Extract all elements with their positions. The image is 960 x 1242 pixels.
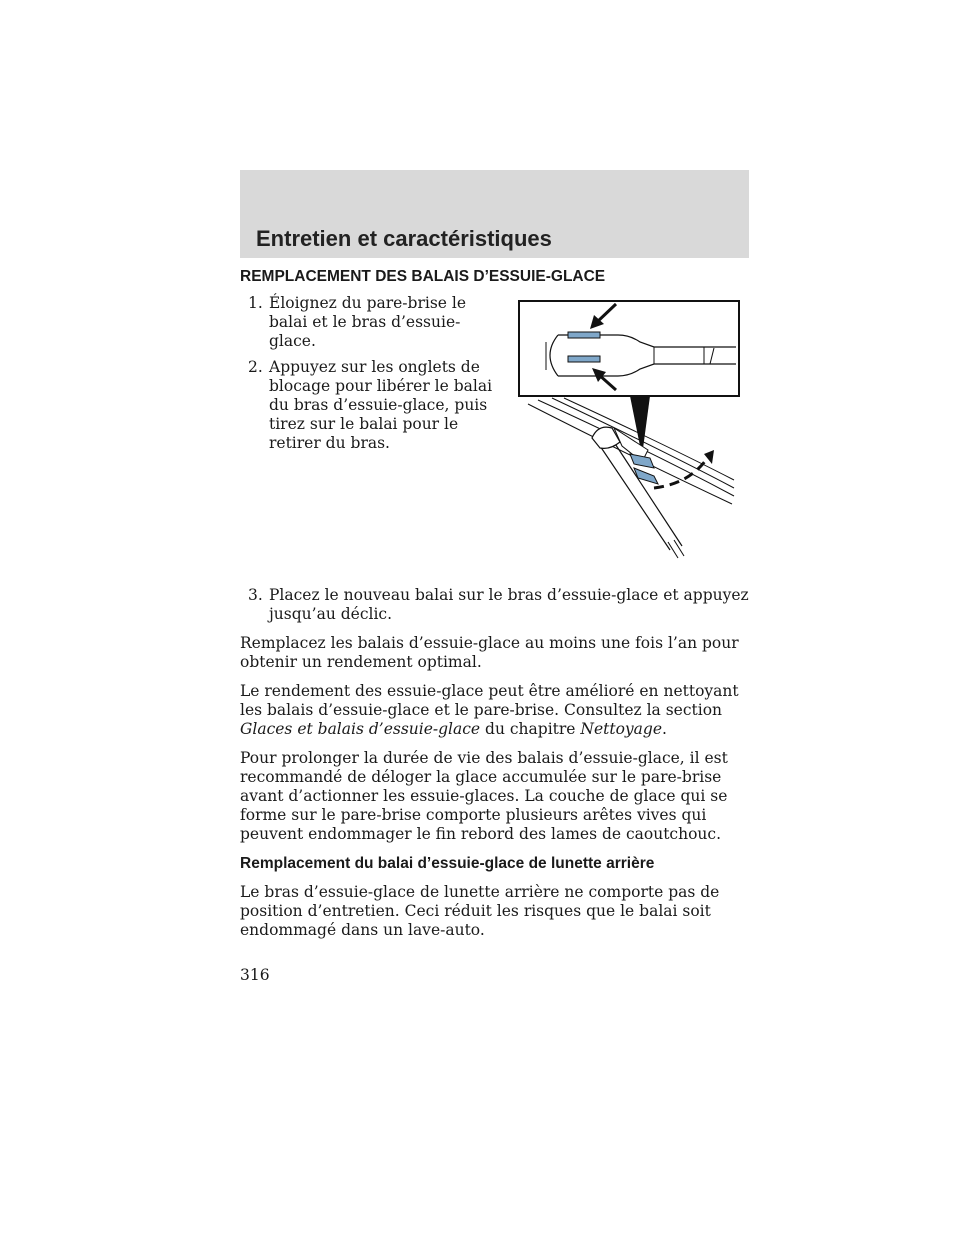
step-text: Éloignez du pare-brise le balai et le bras d’essuie-glace. [269, 294, 467, 350]
paragraph: Remplacez les balais d’essuie-glace au moins une fois l’an pour obtenir un rendement optimal. [240, 634, 739, 671]
paragraph: Pour prolonger la durée de vie des balais d’essuie-glace, il est recommandé de déloger la glace accumulée sur le pare-brise avant d’actionner les essuie-glaces. La couche de glace qui se forme sur le pare-brise comporte plusieurs arêtes vives qui peuvent endommager le fin rebord des lames de caoutchouc. [240, 749, 728, 843]
cross-reference-section: Glaces et balais d’essuie-glace [240, 720, 481, 738]
wiper-blade-illustration [518, 300, 740, 560]
paragraph-cleaning: Le rendement des essuie-glace peut être amélioré en nettoyant les balais d’essuie-glace et le pare-brise. Consultez la section Glaces et balais d’essuie-glace du chapitre Nettoyage. [240, 682, 739, 738]
paragraph: Le bras d’essuie-glace de lunette arrière ne comporte pas de position d’entretien. Ceci réduit les risques que le balai soit endommagé dans un lave-auto. [240, 883, 720, 939]
motion-arrow-icon [654, 450, 714, 488]
cross-reference-chapter: Nettoyage [580, 720, 663, 738]
detail-inset-frame [519, 301, 739, 396]
step-text: Appuyez sur les onglets de blocage pour libérer le balai du bras d’essuie-glace, puis tirez sur le balai pour le retirer du bras. [269, 358, 493, 452]
main-content [240, 586, 755, 950]
step-number: 1. [248, 294, 263, 312]
page-number: 316 [240, 966, 270, 984]
step-text: Placez le nouveau balai sur le bras d’essuie-glace et appuyez jusqu’au déclic. [269, 586, 749, 623]
step-3 [248, 586, 776, 624]
chapter-title: Entretien et caractéristiques [256, 226, 552, 251]
step-number: 3. [248, 586, 263, 604]
section-heading: REMPLACEMENT DES BALAIS D’ESSUIE-GLACE [240, 268, 606, 285]
step-1 [248, 294, 498, 351]
rear-wiper-heading: Remplacement du balai d’essuie-glace de lunette arrière [240, 855, 655, 872]
step-number: 2. [248, 358, 263, 376]
locking-tab-top [568, 332, 600, 338]
locking-tab-bottom [568, 356, 600, 362]
steps-list [248, 294, 498, 460]
chapter-header-band [240, 170, 749, 258]
step-2 [248, 358, 498, 453]
